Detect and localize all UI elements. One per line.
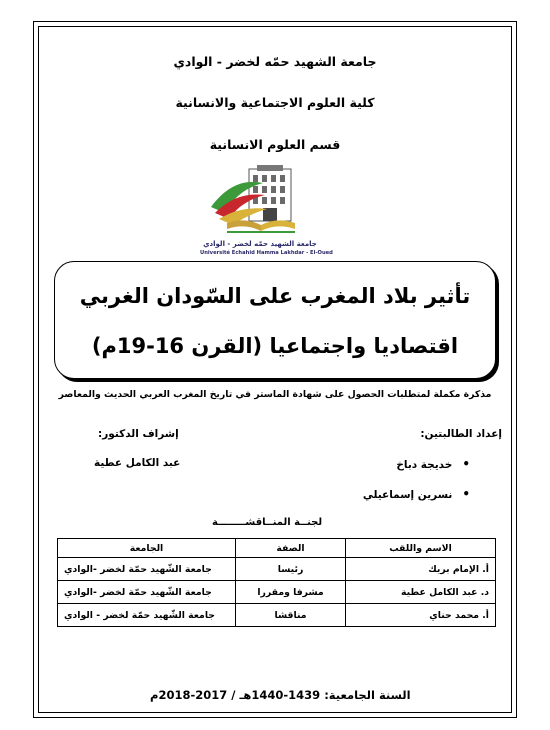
logo-caption-ar: جامعة الشهيد حمّه لخضر - الوادي [203, 240, 317, 248]
member-university: جامعة الشّهيد حمّة لخضر -الوادي [58, 558, 236, 581]
faculty-name: كلية العلوم الاجتماعية والانسانية [175, 95, 375, 110]
student-name: • نسرين إسماعيلي [363, 487, 470, 501]
member-university: جامعة الشّهيد حمّة لخضر - الوادي [58, 604, 236, 627]
academic-year: السنة الجامعية: 1439-1440هـ / 2017-2018م [150, 688, 411, 702]
table-row [58, 604, 496, 627]
committee-title: لجنــة المنــاقشــــــــة [212, 517, 323, 528]
committee-table [57, 538, 496, 627]
student-name: • خديجة دباخ [396, 457, 470, 471]
member-role: مشرفا ومقررا [236, 581, 346, 604]
table-row [58, 558, 496, 581]
thesis-title-line1: تأثير بلاد المغرب على السّودان الغربي [79, 284, 471, 308]
department-name: قسم العلوم الانسانية [209, 137, 341, 152]
column-header: الصفة [236, 539, 346, 558]
member-name: أ. محمد حناي [346, 604, 496, 627]
member-name: د. عبد الكامل عطية [346, 581, 496, 604]
column-header: الاسم واللقب [346, 539, 496, 558]
university-logo [205, 163, 317, 251]
supervisor-name: عبد الكامل عطية [94, 457, 181, 469]
member-role: رئيسا [236, 558, 346, 581]
table-row [58, 581, 496, 604]
logo-caption-fr: Université Echahid Hamma Lakhdar - El-Oued [200, 250, 333, 256]
member-role: مناقشا [236, 604, 346, 627]
thesis-title-line2: اقتصاديا واجتماعيا (القرن 16-19م) [91, 334, 459, 358]
title-box [54, 261, 496, 379]
university-name: جامعة الشهيد حمّه لخضر - الوادي [173, 54, 377, 69]
member-university: جامعة الشّهيد حمّة لخضر -الوادي [58, 581, 236, 604]
supervision-label: إشراف الدكتور: [98, 428, 179, 440]
preparation-label: إعداد الطالبتين: [420, 428, 502, 440]
thesis-subtitle: مذكرة مكملة لمتطلبات الحصول على شهادة الماستر في تاريخ المغرب العربي الحديث والمعاصر [58, 389, 492, 400]
member-name: أ. الإمام بريك [346, 558, 496, 581]
column-header: الجامعة [58, 539, 236, 558]
table-header-row [58, 539, 496, 558]
